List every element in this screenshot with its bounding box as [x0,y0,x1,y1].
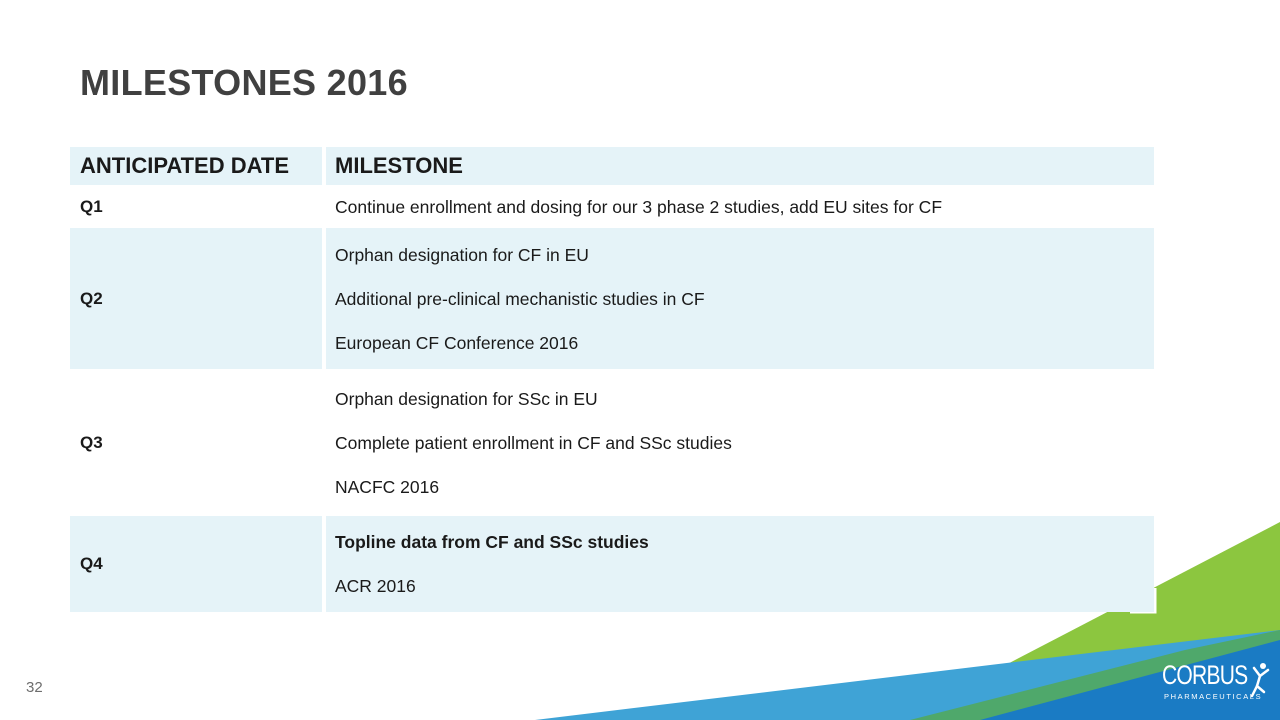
milestone-item: Topline data from CF and SSc studies [335,532,649,552]
table-row-q4 [70,516,1154,612]
quarter-label: Q2 [80,288,103,308]
milestone-item: Orphan designation for CF in EU [335,244,589,265]
milestone-item: European CF Conference 2016 [335,332,579,353]
figure-icon [1248,662,1270,698]
quarter-label: Q1 [80,196,103,216]
page-title: MILESTONES 2016 [80,62,408,103]
quarter-label: Q4 [80,554,103,573]
milestone-item: Additional pre-clinical mechanistic studies in CF [335,288,705,309]
milestone-item: NACFC 2016 [335,476,440,497]
logo-subtitle: PHARMACEUTICALS [1164,692,1263,701]
page-number: 32 [26,679,43,696]
milestones-table [70,147,1154,612]
header-milestone: MILESTONE [326,147,1154,185]
table-row-q3 [70,369,1154,516]
quarter-label: Q3 [80,432,103,452]
company-logo [1160,660,1272,710]
table-row-q1 [70,185,1154,228]
milestone-item: Orphan designation for SSc in EU [335,388,598,409]
milestone-item: ACR 2016 [335,576,416,596]
milestone-item: Complete patient enrollment in CF and SSc studies [335,432,732,453]
table-header-row [70,147,1154,185]
milestone-item: Continue enrollment and dosing for our 3 phase 2 studies, add EU sites for CF [335,196,943,217]
header-anticipated-date: ANTICIPATED DATE [70,147,322,185]
logo-name: CORBUS [1162,660,1248,690]
table-row-q2 [70,228,1154,369]
